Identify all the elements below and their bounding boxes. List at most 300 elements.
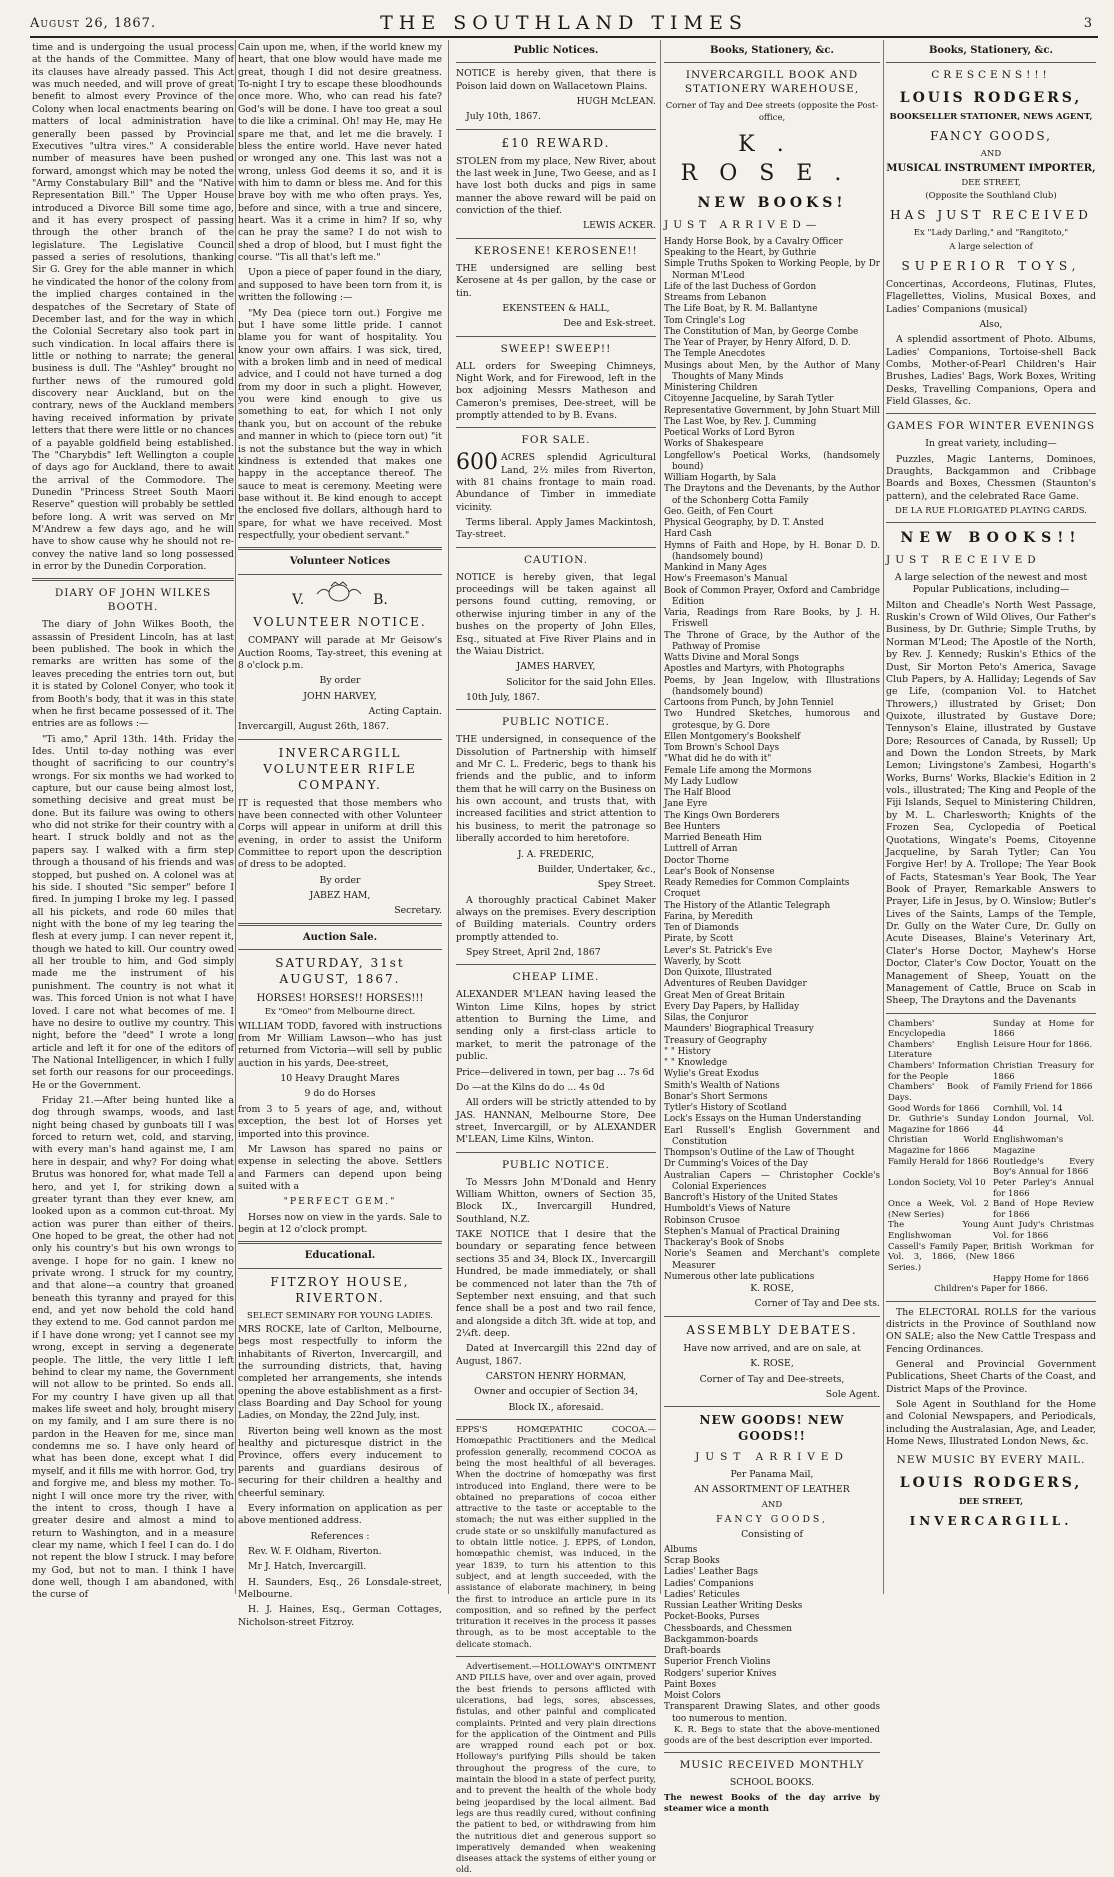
- ship-names: Ex "Lady Darling," and "Rangitoto,": [913, 228, 1069, 239]
- issue-date: August 26, 1867.: [30, 16, 157, 31]
- merchant-name: LOUIS RODGERS,: [899, 1475, 1083, 1492]
- signature-address: Spey Street.: [597, 879, 656, 891]
- list-item: Tom Cringle's Log: [664, 315, 746, 326]
- list-item: Apostles and Martyrs, with Photographs: [664, 664, 845, 675]
- divider: [886, 413, 1096, 414]
- list-item: Watts Divine and Moral Songs: [664, 653, 800, 664]
- sale-acreage: 600: [456, 450, 498, 476]
- list-item: Hymns of Faith and Hope, by H. Bonar D. D. (handsomely bound): [664, 540, 880, 562]
- school-text: MRS ROCKE, late of Carlton, Melbourne, begs most respectfully to inform the inhabitants of Riverton, Invercargill, and the surrounding districts, that, having completed her arrangements, she intends opening the above establishment as a first-class Boarding and Day School for young Ladies, on Monday, the 22nd July, inst.: [238, 1323, 442, 1422]
- divider: [456, 336, 656, 337]
- list-item: Tom Brown's School Days: [664, 743, 780, 754]
- annuals-tail: Children's Paper for 1866.: [934, 1284, 1048, 1295]
- list-item: Ladies' Leather Bags: [664, 1567, 759, 1578]
- divider: [456, 62, 656, 63]
- divider: [456, 129, 656, 130]
- column-1: [32, 42, 234, 1601]
- notice-text: NOTICE is hereby given, that there is Poison laid down on Wallacetown Plains.: [456, 68, 656, 92]
- divider: [456, 964, 656, 965]
- notice-text: STOLEN from my place, New River, about the last week in June, Two Geese, and as I have lost both ducks and pigs in same manner the above reward will be paid on conviction of the thief.: [456, 155, 656, 217]
- annuals-cell: Leisure Hour for 1866.: [993, 1039, 1093, 1050]
- list-item: Albums: [664, 1544, 698, 1555]
- list-item: Transparent Drawing Slates, and other goods too numerous to mention.: [664, 1702, 880, 1724]
- by-order: By order: [319, 675, 361, 687]
- column-3: [456, 42, 656, 1876]
- list-item: Bee Hunters: [664, 821, 721, 832]
- auction-lot: 10 Heavy Draught Mares: [280, 1073, 400, 1085]
- annuals-cell: Christian Treasury for 1866: [993, 1061, 1094, 1082]
- list-item: Longfellow's Poetical Works, (handsomely bound): [664, 450, 880, 472]
- annuals-row: [886, 1135, 1096, 1156]
- annuals-row: [886, 1019, 1096, 1040]
- list-item: Poetical Works of Lord Byron: [664, 428, 795, 439]
- list-item: Ready Remedies for Common Complaints: [664, 878, 850, 889]
- list-item: Pocket-Books, Purses: [664, 1612, 760, 1623]
- divider: [886, 522, 1096, 523]
- crescens-heading: CRESCENS!!!: [931, 69, 1051, 82]
- annuals-cell: The Young Englishwoman: [888, 1220, 989, 1242]
- annuals-cell: Sunday at Home for 1866: [993, 1018, 1094, 1040]
- annuals-row: [886, 1199, 1096, 1220]
- list-item: Book of Common Prayer, Oxford and Cambridge Edition: [664, 585, 880, 607]
- annuals-cell: Band of Hope Review for 1866: [993, 1199, 1094, 1220]
- book-list: [664, 237, 880, 1283]
- list-item: Numerous other late publications: [664, 1271, 815, 1282]
- and-text: AND: [980, 149, 1002, 160]
- notice-text: Terms liberal. Apply James Mackintosh, Tay-street.: [456, 517, 656, 541]
- list-item: Ministering Children: [664, 383, 758, 394]
- public-notice-title: PUBLIC NOTICE.: [502, 716, 610, 729]
- annuals-cell: London Society, Vol 10: [888, 1177, 986, 1188]
- notice-text: ALL orders for Sweeping Chimneys, Night Work, and for Firewood, left in the box adjoining Messrs Matheson and Cameron's premises, Dee-street, will be promptly attended to by B. Evans.: [456, 360, 656, 421]
- divider: [456, 1419, 656, 1420]
- list-item: Thackeray's Book of Snobs: [664, 1238, 785, 1249]
- list-item: The Draytons and the Devenants, by the Author of the Schonberg Cotta Family: [664, 484, 880, 506]
- list-item: Superior French Violins: [664, 1657, 771, 1668]
- annuals-cell: Chambers' Encyclopedia: [888, 1018, 946, 1040]
- auction-headline: HORSES! HORSES!! HORSES!!!: [256, 993, 424, 1005]
- annuals-row: [886, 1178, 1096, 1199]
- list-item: Simple Truths Spoken to Working People, by Dr Norman M'Leod: [664, 259, 880, 281]
- reference: Mr J. Hatch, Invercargill.: [248, 1561, 367, 1573]
- kerosene-title: KEROSENE! KEROSENE!!: [474, 244, 638, 257]
- electoral-rolls: The ELECTORAL ROLLS for the various districts in the Province of Southland now ON SALE; also the New Cattle Trespass and Fencing Ordinances.: [886, 1306, 1096, 1355]
- column-divider: [660, 40, 661, 1594]
- annuals-cell: Once a Week, Vol. 2 (New Series): [888, 1199, 989, 1220]
- list-item: Stephen's Manual of Practical Draining: [664, 1226, 840, 1237]
- assembly-debates-title: ASSEMBLY DEBATES.: [686, 1322, 858, 1337]
- list-item: The Throne of Grace, by the Author of the Pathway of Promise: [664, 630, 880, 652]
- list-item: Earl Russell's English Government and Constitution: [664, 1125, 880, 1147]
- annuals-row: [886, 1082, 1096, 1103]
- list-item: Rodgers' superior Knives: [664, 1668, 777, 1679]
- column-divider: [448, 40, 449, 1594]
- books-list-text: Milton and Cheadle's North West Passage, Ruskin's Crown of Wild Olives, Our Father's Business, by Dr. Guthrie; Simple Truths, by Norman M'Leod; The Apostle of the North, by Rev. J. Kennedy; Ruskin's Ethics of the Dust, Sir Morton Peto's America, Savage Club Papers, by A. Halliday; Legends of Sav ge Life, (companion Vol. to Hatchet Throwers,) illustrated by Griset; Don Quixote, illustrated by Gustave Dore; Tennyson's Elaine, illustrated by Gustave Dore; Resources of Canada, by Russell; Up and Down the London Streets, by Mark Lemon; Livingstone's Zambesi, Hogarth's Works, Burns' Works, Blackie's Edition in 2 vols., illustrated; The King and People of the Fiji Islands, Sequel to Ministering Children, by M. L. Charlesworth; Knights of the Frozen Sea, Cyclopedia of Poetical Quotations, Wingate's Poems, Citoyenne Jacqueline, by Sarah Tytler; Can You Forgive Her! by A. Trollope; The Year Book of Facts, Statesman's Year Book, The Year Book of Prayer, Remarkable Answers to Prayer, Life in Jesus, by O. Winslow; Butler's Lives of the Saints, Lamps of the Temple, Dr. Gully on the Water Cure, Dr. Gully on Acute Diseases, Blaine's Veterinary Art, Clater's Horse Doctor, Mayhew's Horse Doctor, Clater's Cow Doctor, Youatt on the Management of Sheep, Youatt on the Management of Cattle, Bruce on Scab in Sheep, The Draytons and the Davenants: [886, 599, 1096, 1007]
- price-line: Do —at the Kilns do do ... 4s 0d: [456, 1081, 605, 1093]
- epps-cocoa-advert: EPPS'S HOMŒPATHIC COCOA.—Homœpathic Practitioners and the Medical profession generally, recommend COCOA as being the most healthful of all beverages. When the doctrine of homœpathy was first introduced into England, there were to be obtained no preparations of cocoa either attractive to the taste or acceptable to the stomach; the nut was either supplied in the crude state or so unskilfully manufactured as to obtain little notice. J. EPPS, of London, homœpathic chemist, was induced, in the year 1839, to turn his attention to this subject, and at length succeeded, with the assistance of elaborate machinery, in being the first to introduce an article pure in its composition, and so refined by the perfect trituration it receives in the process it passes through, as to be most acceptable to the delicate stomach.: [456, 1425, 656, 1650]
- list-item: How's Freemason's Manual: [664, 574, 788, 585]
- list-item: Two Hundred Sketches, humorous and grotesque, by G. Dore: [664, 709, 880, 731]
- signature-title: Solicitor for the said John Elles.: [506, 676, 656, 688]
- signature-title: Acting Captain.: [368, 706, 442, 718]
- sweep-title: SWEEP! SWEEP!!: [500, 342, 612, 355]
- notice-text: NOTICE is hereby given, that legal proceedings will be taken against all persons found cutting, removing, or otherwise injuring timber in any of the bushes on the property of John Elles, Esq., situated at Five River Plains and in the Waiau District.: [456, 571, 656, 657]
- notice-text: All orders will be strictly attended to by JAS. HANNAN, Melbourne Store, Dee street, Invercargill, or by ALEXANDER M'LEAN, Lime Kilns, Winton.: [456, 1097, 656, 1146]
- list-item: Ladies' Companions: [664, 1578, 754, 1589]
- list-item: Maunders' Biographical Treasury: [664, 1024, 814, 1035]
- list-item: The Last Woe, by Rev. J. Cumming: [664, 416, 817, 427]
- divider: [664, 1316, 880, 1317]
- new-goods-title: NEW GOODS! NEW GOODS!!: [699, 1413, 845, 1444]
- list-item: Representative Government, by John Stuart Mill: [664, 405, 880, 416]
- merchant-trade: BOOKSELLER STATIONER, NEWS AGENT,: [889, 111, 1093, 122]
- auction-text: WILLIAM TODD, favored with instructions from Mr William Lawson—who has just returned from Victoria—will sell by public auction in his yards, Dee-street,: [238, 1020, 442, 1069]
- annuals-cell: London Journal, Vol. 44: [993, 1114, 1094, 1135]
- article-paragraph: Cain upon me, when, if the world knew my heart, that one blow would have made me great, though I did not desire greatness. To-night I try to escape these bloodhounds once more. Who, who can read his fate? God's will be done. I have too great a soul to die like a criminal. Oh! may He, may He spare me that, and let me die bravely. I bless the entire world. Have never hated or wronged any one. This last was not a wrong, unless God deems it so, and it is with him to damn or bless me. And for this brave boy with me who often prays. Yes, before and since, with a true and sincere, heart. Was it a crime in him? If so, why can he pray the same? I do not wish to shed a drop of blood, but I must fight the course. "Tis all that's left me.": [238, 42, 442, 264]
- notice-addressee: To Messrs John M'Donald and Henry William Whitton, owners of Section 35, Block IX., Invercargill Hundred, Southland, N.Z.: [456, 1176, 656, 1225]
- goods-assortment: AN ASSORTMENT OF LEATHER: [694, 1484, 850, 1496]
- column-divider: [235, 40, 236, 1594]
- steamer-note: The newest Books of the day arrive by steamer wice a month: [664, 1792, 880, 1815]
- games-title: GAMES FOR WINTER EVENINGS: [886, 420, 1096, 433]
- divider: [456, 1152, 656, 1153]
- list-item: Physical Geography, by D. T. Ansted: [664, 518, 824, 529]
- annuals-cell: Good Words for 1866: [888, 1103, 980, 1114]
- list-item: Scrap Books: [664, 1556, 720, 1567]
- annuals-cell: Christian World Magazine for 1866: [888, 1135, 989, 1157]
- auction-section-heading: Auction Sale.: [302, 931, 378, 943]
- large-selection: A large selection of: [949, 241, 1033, 252]
- divider: [886, 62, 1096, 63]
- school-title: FITZROY HOUSE, RIVERTON.: [270, 1274, 410, 1305]
- divider: [456, 1656, 656, 1657]
- k-rose-name: K. ROSE.: [680, 131, 864, 187]
- masthead: [30, 10, 1098, 34]
- street: DEE STREET,: [958, 1497, 1024, 1508]
- goods-fancy: FANCY GOODS,: [716, 1514, 828, 1526]
- page-number: 3: [1083, 16, 1092, 31]
- educational-section-heading: Educational.: [304, 1250, 376, 1262]
- list-item: The History of the Atlantic Telegraph: [664, 900, 831, 911]
- games-variety: In great variety, including—: [925, 438, 1057, 450]
- store-address: Corner of Tay and Dee streets (opposite the Post-office,: [665, 101, 879, 123]
- new-books-heading: NEW BOOKS!: [697, 195, 847, 212]
- fancy-goods: FANCY GOODS,: [930, 129, 1052, 144]
- opposite-club: (Opposite the Southland Club): [925, 191, 1057, 201]
- annuals-cell: Happy Home for 1866: [993, 1273, 1089, 1284]
- signature-title: Secretary.: [394, 905, 442, 917]
- list-item: Married Beneath Him: [664, 833, 762, 844]
- list-item: Waverly, by Scott: [664, 956, 741, 967]
- just-arrived: JUST ARRIVED: [695, 1451, 849, 1464]
- list-item: Paint Boxes: [664, 1679, 717, 1690]
- list-item: The Temple Anecdotes: [664, 349, 766, 360]
- list-item: The Life Boat, by R. M. Ballantyne: [664, 304, 818, 315]
- notice-text: Have now arrived, and are on sale, at: [683, 1342, 861, 1354]
- divider: [238, 1241, 442, 1244]
- price-line: Price—delivered in town, per bag ... 7s 6d: [456, 1066, 655, 1078]
- list-item: Adventures of Reuben Davidger: [664, 979, 807, 990]
- notice-date: July 10th, 1867.: [466, 111, 541, 123]
- annuals-cell: Family Friend for 1866: [993, 1082, 1093, 1093]
- superior-toys: SUPERIOR TOYS,: [901, 258, 1081, 273]
- notice-text: ALEXANDER M'LEAN having leased the Winton Lime Kilns, hopes by strict attention to Burning the Lime, and sending only a first-class article to market, to merit the patronage of the public.: [456, 989, 656, 1063]
- notice-date: Spey Street, April 2nd, 1867: [466, 947, 601, 959]
- list-item: Lock's Essays on the Human Understanding: [664, 1114, 862, 1125]
- notice-text: THE undersigned, in consequence of the Dissolution of Partnership with himself and Mr C. L. Frederic, begs to thank his friends and the public, and to inform them that he will carry on the Business on his own account, and trusts that, with increased facilities and strict attention to his business, to merit the patronage so liberally accorded to him heretofore.: [456, 734, 656, 845]
- column-2: [238, 42, 442, 1628]
- annuals-cell: Peter Parley's Annual for 1866: [993, 1177, 1094, 1199]
- list-item: Pirate, by Scott: [664, 934, 734, 945]
- list-item: Female Life among the Mormons: [664, 765, 812, 776]
- divider: [664, 1752, 880, 1753]
- list-item: Doctor Thorne: [664, 855, 730, 866]
- annuals-cell: Family Herald for 1866: [888, 1156, 989, 1167]
- list-item: "What did he do with it": [664, 754, 772, 765]
- store-title: INVERCARGILL BOOK AND STATIONERY WAREHOUSE,: [684, 69, 860, 96]
- references-heading: References :: [310, 1530, 370, 1542]
- list-item: Jane Eyre: [664, 799, 708, 810]
- books-section-heading: Books, Stationery, &c.: [709, 45, 835, 56]
- sole-agent: Sole Agent in Southland for the Home and Colonial Newspapers, and Periodicals, including the Australasian, Age, and Leader, Home News, Illustrated London News, &c.: [886, 1399, 1096, 1448]
- list-item: Thompson's Outline of the Law of Thought: [664, 1148, 855, 1159]
- new-books-heading: NEW BOOKS!!: [900, 530, 1082, 547]
- list-item: Farina, by Meredith: [664, 911, 753, 922]
- divider: [238, 739, 442, 740]
- list-item: Poems, by Jean Ingelow, with Illustrations (handsomely bound): [664, 675, 880, 697]
- signature: JABEZ HAM,: [309, 890, 371, 902]
- annuals-cell: Routledge's Every Boy's Annual for 1866: [993, 1156, 1094, 1178]
- annuals-row: [886, 1040, 1096, 1061]
- list-item: Ellen Montgomery's Bookshelf: [664, 731, 801, 742]
- auction-gem: "PERFECT GEM.": [283, 1196, 397, 1208]
- annuals-row: [886, 1274, 1096, 1285]
- list-item: Life of the last Duchess of Gordon: [664, 281, 817, 292]
- annuals-cell: Aunt Judy's Christmas Vol. for 1866: [993, 1220, 1094, 1242]
- reference: H. J. Haines, Esq., German Cottages, Nicholson-street Fitzroy.: [238, 1604, 442, 1628]
- list-item: Lever's St. Patrick's Eve: [664, 945, 773, 956]
- notice-text: IT is requested that those members who have been connected with other Volunteer Corps will appear in uniform at drill this evening, in order to assist the Uniform Committee to report upon the description of dress to be adopted.: [238, 797, 442, 871]
- games-text: Puzzles, Magic Lanterns, Dominoes, Draughts, Backgammon and Cribbage Boards and Boxes, Chessmen (Staunton's pattern), and the celebrated Race Game.: [886, 453, 1096, 502]
- volunteer-notice-title: VOLUNTEER NOTICE.: [253, 615, 427, 630]
- divider: [238, 547, 442, 550]
- annuals-row: [886, 1220, 1096, 1241]
- goods-via: Per Panama Mail,: [730, 1469, 814, 1481]
- list-item: Speaking to the Heart, by Guthrie: [664, 248, 817, 259]
- instrument-importer: MUSICAL INSTRUMENT IMPORTER,: [886, 163, 1096, 175]
- list-item: The Constitution of Man, by George Combe: [664, 326, 859, 337]
- article-paragraph: "Ti amo," April 13th. 14th. Friday the Ides. Until to-day nothing was ever thought of sacrificing to our country's wrongs. For six months we had worked to capture, but our cause being almost lost, something decisive and great must be done. But its failure was owing to others who did not strike for their country with a heart. I struck boldly and not as the papers say. I walked with a firm step through a thousand of his friends and was stopped, but pushed on. A colonel was at his side. I shouted "Sic semper" before I fired. In jumping I broke my leg. I passed all his pickets, and rode 60 miles that night with the bone of my leg tearing the flesh at every jump. I can never repent it, though we hated to kill. Our country owed all her trouble to him, and God simply made me the instrument of his punishment. The country is not what it was. This forced Union is not what I have loved. I care not what becomes of me. I have no desire to outlive my country. This night, before the "deed" I wrote a long article and left it for one of the editors of The National Intelligencer, in which I fully set forth our reasons for our proceedings. He or the Government.: [32, 733, 234, 1091]
- annuals-cell: Cassell's Family Paper, Vol. 3, 1866, (New Series.): [888, 1241, 989, 1273]
- merchant-name: LOUIS RODGERS,: [899, 90, 1083, 107]
- school-text: Riverton being well known as the most healthy and picturesque district in the Province, offers every inducement to parents and guardians desirous of securing for their children a healthy and cheerful seminary.: [238, 1425, 442, 1499]
- divider: [456, 709, 656, 710]
- divider: [456, 427, 656, 428]
- annuals-row: [886, 1061, 1096, 1082]
- divider: [238, 923, 442, 926]
- list-item: Luttrell of Arran: [664, 844, 738, 855]
- toys-text: Concertinas, Accordeons, Flutinas, Flutes, Flagellettes, Violins, Musical Boxes, and Ladies' Companions (musical): [886, 278, 1096, 315]
- goods-note: K. R. Begs to state that the above-mentioned goods are of the best description ever imported.: [664, 1724, 880, 1747]
- list-item: Bancroft's History of the United States: [664, 1193, 838, 1204]
- article-paragraph: "My Dea (piece torn out.) Forgive me but I have some little pride. I cannot blame you for want of hospitality. You know your own affairs. I was sick, tired, with a broken limb and in need of medical advice, and I could not have turned a dog from my door in such a plight. However, you were kind enough to give us something to eat, for which I not only thank you, but on account of the rebuke and manner in which to (piece torn out) "it is not the substance but the way in which kindness is extended that makes one happy in the acceptance thereof. The sauce to meat is ceremony. Meeting were base without it. Be kind enough to accept the enclosed five dollars, although hard to spare, for what we have received. Most respectfully, your obedient servant.": [238, 307, 442, 542]
- auction-date: SATURDAY, 31st AUGUST, 1867.: [275, 956, 405, 987]
- annuals-cell: Dr. Guthrie's Sunday Magazine for 1866: [888, 1114, 989, 1135]
- signature-address: Corner of Tay and Dee sts.: [754, 1298, 880, 1310]
- signature: J. A. FREDERIC,: [517, 848, 595, 860]
- holloway-advert: Advertisement.—HOLLOWAY'S OINTMENT AND PILLS have, over and over again, proved the best friends to persons afflicted with ulcerations, bad legs, sores, abscesses, fistulas, and other painful and complicated complaints. Printed and very plain directions for the application of the Ointment and Pills are wrapped round each pot or box. Holloway's purifying Pills should be taken throughout the progress of the cure, to maintain the blood in a state of perfect purity, and to prevent the health of the whole body being jeopardised by the local ailment. Bad legs are thus readily cured, without confining the patient to bed, or withdrawing from him the nutritious diet and generous support so imperatively demanded when weakening diseases attack the systems of either young or old.: [456, 1662, 656, 1876]
- signature: CARSTON HENRY HORMAN,: [485, 1371, 627, 1383]
- school-text: Every information on application as per above mentioned address.: [238, 1502, 442, 1527]
- list-item: Humboldt's Views of Nature: [664, 1204, 791, 1215]
- for-sale-title: FOR SALE.: [521, 434, 591, 447]
- list-item: Don Quixote, Illustrated: [664, 968, 772, 979]
- town: INVERCARGILL.: [909, 1514, 1073, 1529]
- auction-text: from 3 to 5 years of age, and, without exception, the best lot of Horses yet imported into this province.: [238, 1103, 442, 1140]
- annuals-cell: Chambers' English Literature: [888, 1039, 989, 1061]
- annuals-row: [886, 1114, 1096, 1135]
- list-item: " " History: [664, 1046, 711, 1057]
- list-item: Norie's Seamen and Merchant's complete Measurer: [664, 1249, 880, 1271]
- list-item: Geo. Geith, of Fen Court: [664, 506, 773, 517]
- goods-and: AND: [761, 1499, 783, 1510]
- school-books: SCHOOL BOOKS.: [729, 1777, 815, 1789]
- signature-title: Block IX., aforesaid.: [508, 1401, 604, 1413]
- notice-text: TAKE NOTICE that I desire that the boundary or separating fence between sections 35 and 34, Block IX., Invercargill Hundred, be made immediately, or shall be commenced not later than the 7th of September next ensuing, and that such fence shall be a post and two rail fence, and alongside a ditch 3ft. wide at top, and 2¼ft. deep.: [456, 1229, 656, 1339]
- reward-title: £10 REWARD.: [501, 135, 611, 150]
- list-item: Backgammon-boards: [664, 1634, 758, 1645]
- article-paragraph: Friday 21.—After being hunted like a dog through swamps, woods, and last night being chased by gunboats till I was forced to return wet, cold, and starving, with every man's hand against me, I am here in despair, and why? For doing what Brutus was honored for, what made Tell a hero, and yet I, for striking down a greater tyrant than they ever knew, am looked upon as a common cut-throat. My action was purer than either of theirs. One hoped to be great, the other had not only his country's but his own wrongs to avenge. I hope for no gain. I knew no private wrong. I struck for my country, and that alone—a country that groaned beneath this tyranny and prayed for this end, and yet now behold the cold hand they extend to me. God cannot pardon me if I have done wrong; yet I cannot see my wrong, except in serving a degenerate people. The little, the very little I left behind to clear my name, the Government will not allow to be printed. So ends all. For my country I have given up all that makes life sweet and holy, brought misery on my family, and I am sure there is no pardon in the Heaven for me, since man condemns me so. I have only heard of what has been done, except what I did myself, and it fills me with horror. God, try and forgive me, and bless my mother. To-night I will once more try the river, with the intent to cross, though I have a greater desire and almost a mind to return to Washington, and in a measure clear my name, which I feel I can do. I do not repent the blow I struck. I may before my God, but not to man. I think I have done well, though I am abandoned, with the curse of: [32, 1095, 234, 1601]
- annuals-row: [886, 1104, 1096, 1115]
- selection-text: A large selection of the newest and most Popular Publications, including—: [894, 572, 1088, 596]
- annuals-cell: [886, 1274, 991, 1285]
- divider: [456, 238, 656, 239]
- new-music: NEW MUSIC BY EVERY MAIL.: [896, 1454, 1086, 1467]
- rifle-company-title: INVERCARGILL VOLUNTEER RIFLE COMPANY.: [263, 745, 417, 792]
- divider: [664, 1406, 880, 1407]
- list-item: Lear's Book of Nonsense: [664, 866, 775, 877]
- article-paragraph: Upon a piece of paper found in the diary, and supposed to have been torn from it, is written the following :—: [238, 267, 442, 304]
- reference: H. Saunders, Esq., 26 Lonsdale-street, Melbourne.: [238, 1576, 442, 1601]
- signature: EKENSTEEN & HALL,: [502, 302, 610, 314]
- list-item: Every Day Papers, by Halliday: [664, 1001, 800, 1012]
- parliament-report: time and is undergoing the usual process at the hands of the Committee. Many of its clauses have already passed. This Act was much needed, and will prove of great benefit to almost every Province of the Colony when local enactments bearing on matters of local administration have generally been passed by Provincial Executives "ultra vires." A considerable number of measures have been pushed forward, amongst which may be noted the "Army Constabulary Bill" and the "Native Representation Bill." The Upper House introduced a Divorce Bill some time ago, and it has every prospect of passing through the other branch of the legislature. The Legislative Council passed a series of resolutions, thanking Sir G. Grey for the able manner in which he vindicated the honor of the colony from the implied charges contained in the despatches of the Secretary of State of December last, and for the way in which the Colonial Secretary also took part in such vindication. In local affairs there is little or nothing to narrate; the general business is dull. The "Ashley" brought no further news of the rumoured gold discovery near Auckland, but on the contrary, news of the Auckland members having received information by private letters that there were little or no chances of a payable goldfield being established. The "Charybdis" left Wellington a couple of days ago for Auckland, there to await the arrival of the Commodore. The Dunedin "Princess Street South Maori Reserve" question will probably be settled before long. A writ was served on Mr M'Andrew a few days ago, and he will have to show cause why he should not re-convey the native land so long possessed in error by the Dunedin Corporation.: [32, 42, 234, 573]
- list-item: Silas, the Conjuror: [664, 1013, 748, 1024]
- notice-text: THE undersigned are selling best Kerosene at 4s per gallon, by the case or tin.: [456, 262, 656, 299]
- street: DEE STREET,: [961, 177, 1021, 188]
- annuals-table: [886, 1019, 1096, 1285]
- list-item: Moist Colors: [664, 1691, 721, 1702]
- divider: [238, 1268, 442, 1269]
- list-item: " " Knowledge: [664, 1058, 728, 1069]
- notice-date: Dated at Invercargill this 22nd day of August, 1867.: [456, 1343, 656, 1367]
- notice-date: 10th July, 1867.: [466, 692, 540, 703]
- signature-title: Owner and occupier of Section 34,: [474, 1386, 638, 1398]
- article-paragraph: The diary of John Wilkes Booth, the assassin of President Lincoln, has at last been published. The book in which the remarks are written has some of the leaves preceding the entries torn out, but it is stated by Colonel Conyer, who took it from Booth's body, that it was in this state when he first became possessed of it. The entries are as follows :—: [32, 619, 234, 730]
- photo-text: A splendid assortment of Photo. Albums, Ladies' Companions, Tortoise-shell Back Combs, Mother-of-Pearl Children's Hair Brushes, Ladies' Bags, Work Boxes, Writing Desks, Travelling Companions, Opera and Field Glasses, &c.: [886, 334, 1096, 408]
- divider: [664, 62, 880, 63]
- signature: K. ROSE,: [750, 1283, 794, 1295]
- column-4: [664, 42, 880, 1815]
- signature: LEWIS ACKER.: [582, 220, 656, 232]
- divider: [886, 1013, 1096, 1014]
- annuals-cell: Chambers' Information for the People: [888, 1061, 989, 1082]
- notice-text: COMPANY will parade at Mr Geisow's Auction Rooms, Tay-street, this evening at 8 o'clock p.m.: [238, 635, 442, 671]
- list-item: Musings about Men, by the Author of Many Thoughts of Many Minds: [664, 360, 880, 382]
- column-5: [886, 42, 1096, 1592]
- list-item: Mankind in Many Ages: [664, 563, 767, 574]
- list-item: Citoyenne Jacqueline, by Sarah Tytler: [664, 394, 834, 405]
- books-section-heading: Books, Stationery, &c.: [928, 45, 1054, 56]
- list-item: Draft-boards: [664, 1646, 721, 1657]
- goods-consisting: Consisting of: [741, 1529, 803, 1541]
- divider: [32, 578, 234, 581]
- annuals-cell: British Workman for 1866: [993, 1241, 1094, 1263]
- public-notice-title: PUBLIC NOTICE.: [502, 1158, 610, 1171]
- list-item: Treasury of Geography: [664, 1035, 767, 1046]
- signature-title: Builder, Undertaker, &c.,: [537, 863, 656, 875]
- royal-crest-icon: [309, 580, 369, 604]
- list-item: Handy Horse Book, by a Cavalry Officer: [664, 236, 843, 247]
- list-item: Ten of Diamonds: [664, 923, 739, 934]
- column-divider: [883, 40, 884, 1594]
- public-notices-heading: Public Notices.: [513, 45, 599, 56]
- list-item: Dr Cumming's Voices of the Day: [664, 1159, 808, 1170]
- auction-text: Mr Lawson has spared no pains or expense in selecting the above. Settlers and Farmers can depend upon being suited with a: [238, 1143, 442, 1192]
- school-subtitle: SELECT SEMINARY FOR YOUNG LADIES.: [247, 1310, 433, 1321]
- reference: Rev. W. F. Oldham, Riverton.: [248, 1546, 382, 1557]
- notice-text: ACRES splendid Agricultural Land, 2½ miles from Riverton, with 81 chains frontage to main road. Abundance of Timber in immediate vicinity.: [456, 452, 656, 513]
- list-item: Russian Leather Writing Desks: [664, 1601, 803, 1612]
- list-item: Smith's Wealth of Nations: [664, 1080, 780, 1091]
- music-received-title: MUSIC RECEIVED MONTHLY: [679, 1759, 865, 1772]
- signature-address: Corner of Tay and Dee-streets,: [699, 1373, 845, 1385]
- list-item: The Half Blood: [664, 788, 731, 799]
- list-item: The Kings Own Borderers: [664, 810, 780, 821]
- signature: JAMES HARVEY,: [516, 661, 596, 673]
- list-item: Bonar's Short Sermons: [664, 1091, 768, 1102]
- list-item: Australian Capers — Christopher Cockle's Colonial Experiences: [664, 1170, 880, 1192]
- list-item: My Lady Ludlow: [664, 776, 739, 787]
- list-item: Croquet: [664, 889, 701, 900]
- signature-address: Dee and Esk-street.: [563, 318, 656, 330]
- list-item: Streams from Lebanon: [664, 293, 767, 304]
- list-item: Wylie's Great Exodus: [664, 1069, 759, 1080]
- notice-text: A thoroughly practical Cabinet Maker always on the premises. Every description of Building materials. Country orders promptly attended to.: [456, 894, 656, 943]
- divider: [886, 1301, 1096, 1302]
- list-item: The Year of Prayer, by Henry Alford, D. D.: [664, 338, 851, 349]
- list-item: Hard Cash: [664, 529, 712, 540]
- notice-date: Invercargill, August 26th, 1867.: [238, 721, 390, 733]
- just-received: JUST RECEIVED: [886, 554, 1041, 567]
- signature: K. ROSE,: [750, 1358, 794, 1370]
- annuals-row: [886, 1242, 1096, 1274]
- divider: [238, 949, 442, 950]
- signature-title: Sole Agent.: [825, 1388, 880, 1400]
- caution-title: CAUTION.: [523, 553, 589, 566]
- has-just-received: HAS JUST RECEIVED: [890, 208, 1092, 223]
- crest-emblem: V. B.: [238, 580, 442, 610]
- list-item: Great Men of Great Britain: [664, 990, 785, 1001]
- cheap-lime-title: CHEAP LIME.: [512, 971, 600, 984]
- government-publications: General and Provincial Government Publications, Sheet Charts of the Coast, and District Maps of the Province.: [886, 1358, 1096, 1395]
- list-item: Works of Shakespeare: [664, 439, 764, 450]
- list-item: Tytler's History of Scotland: [664, 1103, 787, 1114]
- also-text: Also,: [979, 318, 1003, 330]
- divider: [456, 547, 656, 548]
- list-item: Varia, Readings from Rare Books, by J. H. Friswell: [664, 608, 880, 630]
- playing-cards: DE LA RUE FLORIGATED PLAYING CARDS.: [895, 506, 1087, 517]
